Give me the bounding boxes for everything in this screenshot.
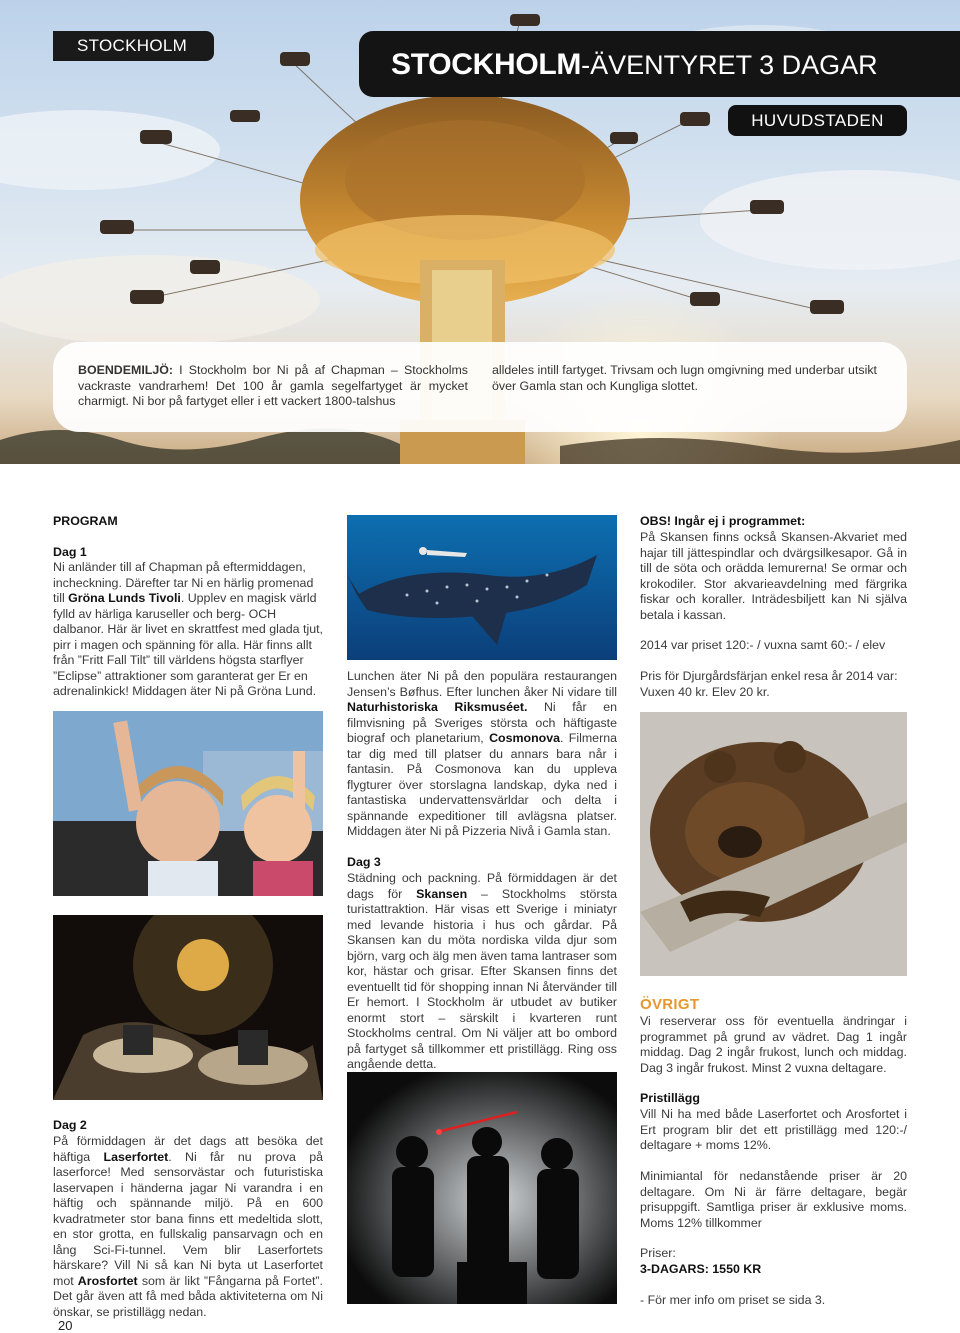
page-number: 20 [58, 1318, 73, 1333]
day3-bold-1: Skansen [416, 886, 468, 901]
day3-text-2: – Stockholms största turistattraktion. Här visas ett Sverige i miniatyr med levande historia i hus och gårdar. På Skansen kan du möta nordiska vilda djur som björn, varg och älg men även tama lantraser som kor, hästar och grisar. Efter Skansen finns det eventuellt tid för shopping innan Ni återvänder till Er hemort. I Stockholm är utbudet av butiker enormt stort – särskilt i kvarteren runt Stockholms central. Om Ni väljer att bo ombord på fartyget så tillkommer ett pristillägg. Ring oss angående detta. [347, 886, 617, 1071]
lodging-text-right: alldeles intill fartyget. Trivsam och lugn omgivning med underbar utsikt över Gamla stan och Kungliga slottet. [492, 363, 877, 393]
obs-text: På Skansen finns också Skansen-Akvariet med hajar till jättespindlar och dvärgsilkesapor. Gå in till de söta och orädda lemurerna! Se ormar och krokodiler. Stor akvarieavdelning med färgrika fiskar och koraller. Inträdesbiljett kan Ni själva betala i kassan. [640, 530, 907, 622]
ovrigt-title: ÖVRIGT [640, 996, 700, 1013]
day1c-bold-1: Naturhistoriska Riksmuséet. [347, 700, 528, 714]
day1c-bold-2: Cosmonova [489, 731, 560, 745]
aquarium-price: 2014 var priset 120:- / vuxna samt 60:- / elev [640, 638, 886, 652]
obs-title: OBS! Ingår ej i programmet: [640, 514, 806, 528]
ferry-price: Pris för Djurgårdsfärjan enkel resa år 2014 var: Vuxen 40 kr. Elev 20 kr. [640, 669, 898, 699]
ovrigt-text: Vi reserverar oss för eventuella ändringar i programmet på grund av vädret. Dag 1 ingår middag. Dag 2 ingår frukost, lunch och middag. Dag 3 ingår frukost. Minst 2 vuxna deltagare. [640, 1014, 907, 1075]
lodging-text-left [78, 363, 468, 410]
subtitle-tag: HUVUDSTADEN [728, 105, 907, 136]
day2-text-1: På förmiddagen är det dags att besöka det häftiga [53, 1134, 323, 1164]
day1c-text-2: Ni får en filmvisning på Sveriges största och häftigaste biograf och planetarium, [347, 700, 617, 745]
pristillagg-title: Pristillägg [640, 1091, 700, 1105]
day1-text-2: . Upplev en magisk värld fylld av härliga karuseller och berg- OCH dalbanor. Här är livet en skrattfest med glada tjut, pirr i magen och spänning för alla. Här finns allt från ”Fritt Fall Tilt” till världens högsta starflyer ”Eclipse” attraktioner som garanterat ger Er en adrenalinkick! Middagen äter Ni på Gröna Lund. [53, 591, 323, 698]
more-info-link[interactable]: - För mer info om priset se sida 3. [640, 1293, 826, 1307]
day3-title: Dag 3 [347, 855, 381, 869]
lodging-label: BOENDEMILJÖ: [78, 363, 173, 377]
day1-text-1: Ni anländer till af Chapman på eftermiddagen, incheckning. Därefter tar Ni en härlig promenad till [53, 560, 314, 605]
day2-title: Dag 2 [53, 1118, 87, 1132]
prices-label: Priser: [640, 1246, 676, 1260]
day2-text-3: som är likt ”Fångarna på Fortet”. Det går även att få med båda aktiviteterna om Ni önskar, se pristillägg nedan. [53, 1273, 323, 1319]
day1c-text-3: . Filmerna tar dig med till platser du annars bara når i fantasin. På Cosmonova kan du uppleva flygturer över storslagna landskap, dyka ned i fantastiska undervattensvärldar och delta i spännande expeditioner till avlägsna platser. Middagen äter Ni på Pizzeria Nivå i Gamla stan. [347, 731, 617, 838]
minimum-participants-text: Minimiantal för nedanstående priser är 20 deltagare. Om Ni är färre deltagare, begär prisuppgift. Samtliga priser är exklusive moms. Moms 12% tillkommer [640, 1169, 907, 1230]
kids-on-ride-photo [53, 711, 323, 896]
whale-shark-photo [347, 515, 617, 660]
lodging-info-box [53, 342, 907, 432]
section-tag: STOCKHOLM [53, 31, 214, 61]
page-title-rest: -ÄVENTYRET 3 DAGAR [581, 50, 878, 80]
page-title [359, 31, 960, 97]
day3-text [347, 871, 617, 1073]
laser-arena-photo [53, 915, 323, 1100]
day3-text-1: Städning och packning. På förmiddagen är det dags för [347, 871, 617, 901]
day1-bold-1: Gröna Lunds Tivoli [68, 591, 181, 605]
price-value: 3-DAGARS: 1550 KR [640, 1262, 762, 1276]
lodging-left-text: I Stockholm bor Ni på af Chapman – Stockholms vackraste vandrarhem! Det 100 år gamla segelfartyget är mycket charmigt. Ni bor på fartyget eller i ett vackert 1800-talshus [78, 363, 468, 408]
day2-bold-1: Laserfortet [103, 1149, 169, 1164]
bear-photo [640, 712, 907, 976]
pristillagg-text: Vill Ni ha med både Laserfortet och Arosfortet i Ert program blir det ett pristillägg med 120:-/ deltagare + moms 12%. [640, 1107, 907, 1152]
day1-text [53, 560, 323, 700]
day2-bold-2: Arosfortet [77, 1273, 138, 1288]
page-title-bold: STOCKHOLM [391, 48, 582, 81]
day1c-text-1: Lunchen äter Ni på den populära restaurangen Jensen’s Bøfhus. Efter lunchen åker Ni vidare till [347, 669, 617, 699]
day1-title: Dag 1 [53, 545, 87, 559]
day2-text [53, 1134, 323, 1320]
laser-game-players-photo [347, 1072, 617, 1304]
day1-continued-text [347, 669, 617, 840]
day2-text-2: . Ni får nu prova på laserforce! Med sensorvästar och futuristiska laservapen i händerna jagar Ni varandra i en häftig och spännande miljö. På en 600 kvadratmeter stor bana finns ett medeltida slott, en stor grotta, en fullskalig pansarvagn och en lång Sci-Fi-tunnel. Vem blir Laserfortets härskare? Vill Ni så kan Ni byta ut Laserfortet mot [53, 1149, 324, 1288]
program-heading: PROGRAM [53, 514, 118, 528]
